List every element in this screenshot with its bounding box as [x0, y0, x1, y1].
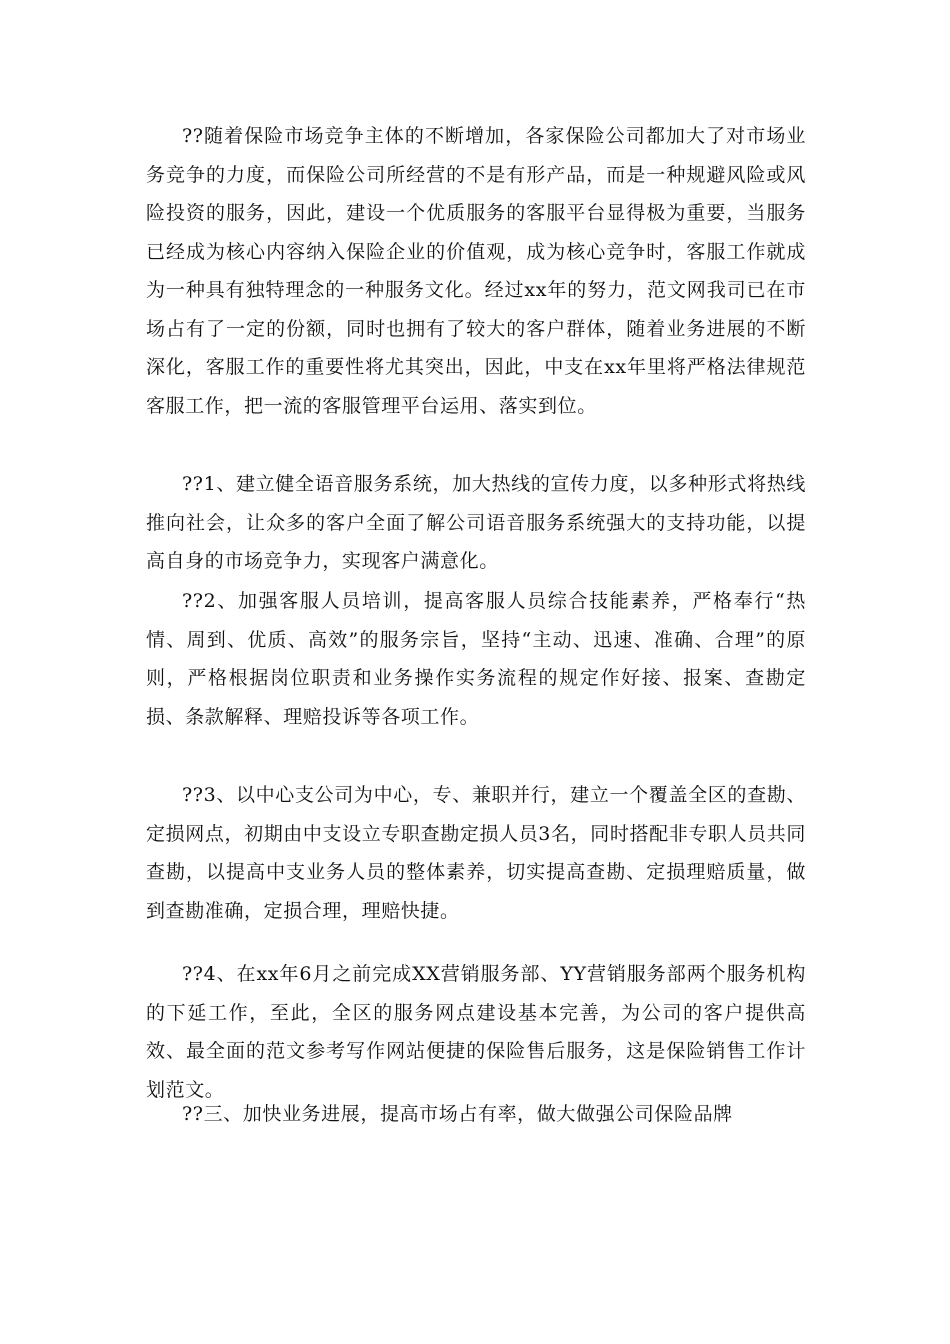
paragraph-item-3: ??3、以中心支公司为中心，专、兼职并行，建立一个覆盖全区的查勘、定损网点，初期由中支设立专职查勘定损人员3名，同时搭配非专职人员共同查勘，以提高中支业务人员的整体素养，切实提高查勘、定损理赔质量，做到查勘准确，定损合理，理赔快捷。	[146, 784, 806, 922]
paragraph-item-1: ??1、建立健全语音服务系统，加大热线的宣传力度，以多种形式将热线推向社会，让众多的客户全面了解公司语音服务系统强大的支持功能，以提高自身的市场竞争力，实现客户满意化。	[146, 473, 806, 572]
paragraph-item-4: ??4、在xx年6月之前完成XX营销服务部、YY营销服务部两个服务机构的下延工作，至此，全区的服务网点建设基本完善，为公司的客户提供高效、最全面的范文参考写作网站便捷的保险售后服务，这是保险销售工作计划范文。	[146, 963, 806, 1101]
paragraph-intro: ??随着保险市场竞争主体的不断增加，各家保险公司都加大了对市场业务竞争的力度，而保险公司所经营的不是有形产品，而是一种规避风险或风险投资的服务，因此，建设一个优质服务的客服平台显得极为重要，当服务已经成为核心内容纳入保险企业的价值观，成为核心竞争时，客服工作就成为一种具有独特理念的一种服务文化。经过xx年的努力，范文网我司已在市场占有了一定的份额，同时也拥有了较大的客户群体，随着业务进展的不断深化，客服工作的重要性将尤其突出，因此，中支在xx年里将严格法律规范客服工作，把一流的客服管理平台运用、落实到位。	[146, 125, 806, 417]
paragraph-item-2: ??2、加强客服人员培训，提高客服人员综合技能素养，严格奉行“热情、周到、优质、高效”的服务宗旨，坚持“主动、迅速、准确、合理”的原则，严格根据岗位职责和业务操作实务流程的规定作好接、报案、查勘定损、条款解释、理赔投诉等各项工作。	[146, 590, 806, 728]
section-heading-3: ??三、加快业务进展，提高市场占有率，做大做强公司保险品牌	[182, 1103, 733, 1125]
